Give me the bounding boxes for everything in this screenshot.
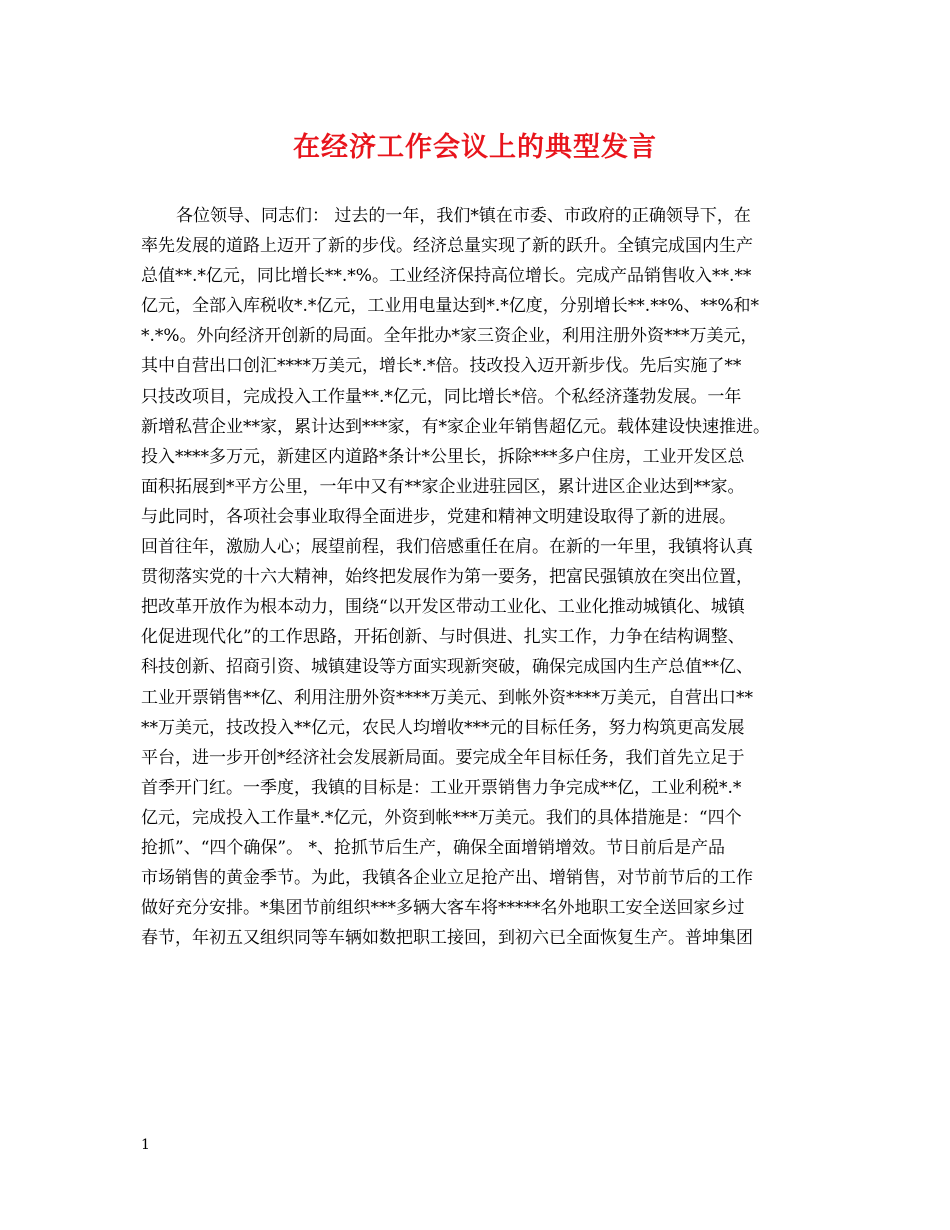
body-line: 亿元，全部入库税收*.*亿元，工业用电量达到*.*亿度，分别增长**.**%、**%和* [141,296,760,317]
body-line: 抢抓”、“四个确保”。 *、抢抓节后生产，确保全面增销增效。节日前后是产品 [141,837,725,858]
body-line: 回首往年，激励人心；展望前程，我们倍感重任在肩。在新的一年里，我镇将认真 [141,537,753,558]
body-line: 科技创新、招商引资、城镇建设等方面实现新突破，确保完成国内生产总值**亿、 [141,657,753,678]
body-line: 做好充分安排。*集团节前组织***多辆大客车将*****名外地职工安全送回家乡过 [141,898,745,919]
body-line: 新增私营企业**家，累计达到***家，有*家企业年销售超亿元。载体建设快速推进。 [141,416,770,437]
body-line: 率先发展的道路上迈开了新的步伐。经济总量实现了新的跃升。全镇完成国内生产 [141,236,753,257]
body-line: 工业开票销售**亿、利用注册外资****万美元、到帐外资****万美元，自营出口** [141,687,753,708]
body-line: 面积拓展到*平方公里，一年中又有**家企业进驻园区，累计进区企业达到**家。 [141,476,745,497]
document-title: 在经济工作会议上的典型发言 [293,132,657,163]
body-line: 总值**.*亿元，同比增长**.*%。工业经济保持高位增长。完成产品销售收入**.** [141,266,752,287]
body-line: 只技改项目，完成投入工作量**.*亿元，同比增长*倍。个私经济蓬勃发展。一年 [141,386,742,407]
body-line: 投入****多万元，新建区内道路*条计*公里长，拆除***多户住房，工业开发区总 [141,446,745,467]
body-line: 化促进现代化”的工作思路，开拓创新、与时俱进、扎实工作，力争在结构调整、 [141,627,745,648]
body-line: 市场销售的黄金季节。为此，我镇各企业立足抢产出、增销售，对节前节后的工作 [141,868,753,889]
body-line: 贯彻落实党的十六大精神，始终把发展作为第一要务，把富民强镇放在突出位置， [141,567,753,588]
body-line: **万美元，技改投入**亿元，农民人均增收***元的目标任务，努力构筑更高发展 [141,717,745,738]
body-line: 平台，进一步开创*经济社会发展新局面。要完成全年目标任务，我们首先立足于 [141,747,745,768]
document-body [141,201,821,953]
body-line: 春节，年初五又组织同等车辆如数把职工接回，到初六已全面恢复生产。普坤集团 [141,928,753,949]
body-line: *.*%。外向经济开创新的局面。全年批办*家三资企业，利用注册外资***万美元， [141,326,758,347]
body-line: 首季开门红。一季度，我镇的目标是：工业开票销售力争完成**亿，工业利税*.* [141,777,742,798]
body-line: 把改革开放作为根本动力，围绕“以开发区带动工业化、工业化推动城镇化、城镇 [141,597,745,618]
page-number: 1 [141,1137,150,1153]
body-line: 其中自营出口创汇****万美元，增长*.*倍。技改投入迈开新步伐。先后实施了** [141,356,742,377]
body-line: 与此同时，各项社会事业取得全面进步，党建和精神文明建设取得了新的进展。 [141,506,736,527]
body-line: 亿元，完成投入工作量*.*亿元，外资到帐***万美元。我们的具体措施是：“四个 [141,807,742,828]
body-line: 各位领导、同志们： 过去的一年，我们*镇在市委、市政府的正确领导下，在 [176,206,751,226]
